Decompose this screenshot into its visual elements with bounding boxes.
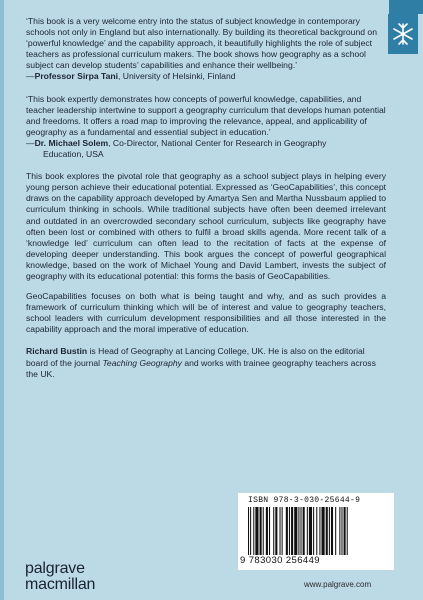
journal-title: Teaching Geography — [102, 357, 182, 368]
barcode-bar — [289, 507, 290, 555]
barcode-bar — [273, 507, 274, 555]
barcode-bar — [298, 507, 299, 555]
barcode-bar — [294, 507, 297, 555]
barcode-bar — [313, 507, 314, 555]
barcode-bar — [286, 507, 288, 555]
endorsement-1 — [26, 16, 386, 83]
barcode-bar — [347, 507, 348, 555]
barcode-panel — [238, 493, 394, 570]
author-bio — [26, 346, 386, 379]
barcode-bar — [260, 507, 262, 555]
endorsement-2-attribution — [26, 138, 386, 149]
description-paragraph-2: GeoCapabilities focuses on both what is being taught and why, and as such provides a framework of curriculum thinking which will be of interest and value to geography teachers, school leaders with curriculum development responsibilities and all those interested in the capability approach and the moral imperative of education. — [26, 291, 386, 335]
barcode-bar — [335, 507, 336, 555]
author-bio-text-1: is Head of Geography at Lancing College, UK. He is also on the editorial board of the journal — [26, 346, 365, 368]
author-name: Richard Bustin — [26, 346, 88, 357]
top-accent-strip — [389, 0, 423, 14]
endorsement-2 — [26, 94, 386, 161]
endorser-2-name: Dr. Michael Solem — [34, 137, 109, 148]
palgrave-snowflake-icon — [388, 14, 418, 54]
barcode-bar — [326, 507, 328, 555]
endorser-2-affiliation: , Co-Director, National Center for Research in Geography — [108, 137, 327, 148]
barcode-bar — [263, 507, 264, 555]
author-bio-text-2: and works with trainee geography teachers across the UK. — [26, 357, 376, 379]
description-paragraph-1: This book explores the pivotal role that geography as a school subject plays in helping every young person achieve their educational potential. Expressed as ‘GeoCapabilities’, this concept draws on the capability approach developed by Amartya Sen and Martha Nussbaum applied to curriculum thinking in schools. While traditional subjects have often been deemed irrelevant and outdated in an overcrowded secondary school curriculum, subjects like geography have often been lost or combined with others to fulfil a broad skills agenda. More recent talk of a ‘knowledge led’ curriculum can often lead to the recitation of facts at the expense of developing deeper understanding. This book argues the concept of powerful geographical knowledge, based on the work of Michael Young and David Lambert, invests the subject of geography with its educational potential: this forms the basis of GeoCapabilities. — [26, 171, 386, 281]
barcode-bar — [250, 507, 251, 555]
barcode-bar — [339, 507, 340, 555]
barcode-bar — [291, 507, 293, 555]
endorsement-2-quote: ‘This book expertly demonstrates how concepts of powerful knowledge, capabilities, and teacher leadership intertwine to support a geography curriculum that develops human potential and freedoms. It offers a road map to improving the relevance, appeal, and applicability of geography as a fundamental and essential subject in education.’ — [26, 93, 386, 137]
barcode-bar — [255, 507, 258, 555]
endorser-1-affiliation: , University of Helsinki, Finland — [118, 71, 236, 82]
barcode-bar — [301, 507, 302, 555]
barcode-bar — [269, 507, 270, 555]
barcode-bar — [280, 507, 281, 555]
barcode-bar — [331, 507, 333, 555]
barcode-bar — [253, 507, 254, 555]
endorsement-1-quote: ‘This book is a very welcome entry into the status of subject knowledge in contemporary schools not only in England but also internationally. By building its theoretical background on ‘powerful knowledge’ and the capability approach, it beautifully highlights the role of subject teachers as professional curriculum makers. The book shows how geography as a school subject can develop students’ capabilities and enhance their wellbeing.’ — [26, 16, 377, 71]
publisher-name-line-1: palgrave — [25, 560, 85, 577]
attribution-dash: — — [26, 137, 35, 148]
attribution-dash: — — [26, 71, 35, 82]
barcode-graphic — [248, 507, 384, 555]
barcode-bar — [307, 507, 308, 555]
spine-edge — [0, 0, 4, 600]
barcode-bar — [329, 507, 330, 555]
barcode-bar — [303, 507, 305, 555]
publisher-url[interactable]: www.palgrave.com — [304, 580, 372, 589]
barcode-bar — [316, 507, 317, 555]
barcode-bar — [266, 507, 268, 555]
publisher-name-line-2: macmillan — [25, 576, 96, 593]
back-cover-text — [26, 16, 386, 391]
endorser-1-name: Professor Sirpa Tani — [34, 71, 119, 82]
barcode-bar — [322, 507, 325, 555]
palgrave-logo-badge — [388, 14, 418, 54]
barcode-bar — [282, 507, 283, 555]
barcode-bar — [309, 507, 312, 555]
ean-number: 9 783030 256449 — [240, 555, 320, 566]
barcode-bar — [275, 507, 277, 555]
barcode-bar — [341, 507, 342, 555]
endorser-2-affiliation-cont: Education, USA — [43, 149, 104, 160]
barcode-bar — [248, 507, 249, 555]
barcode-bar — [344, 507, 346, 555]
barcode-bar — [319, 507, 320, 555]
isbn-label: ISBN 978-3-030-25644-9 — [248, 496, 361, 505]
endorsement-1-attribution — [26, 71, 386, 82]
